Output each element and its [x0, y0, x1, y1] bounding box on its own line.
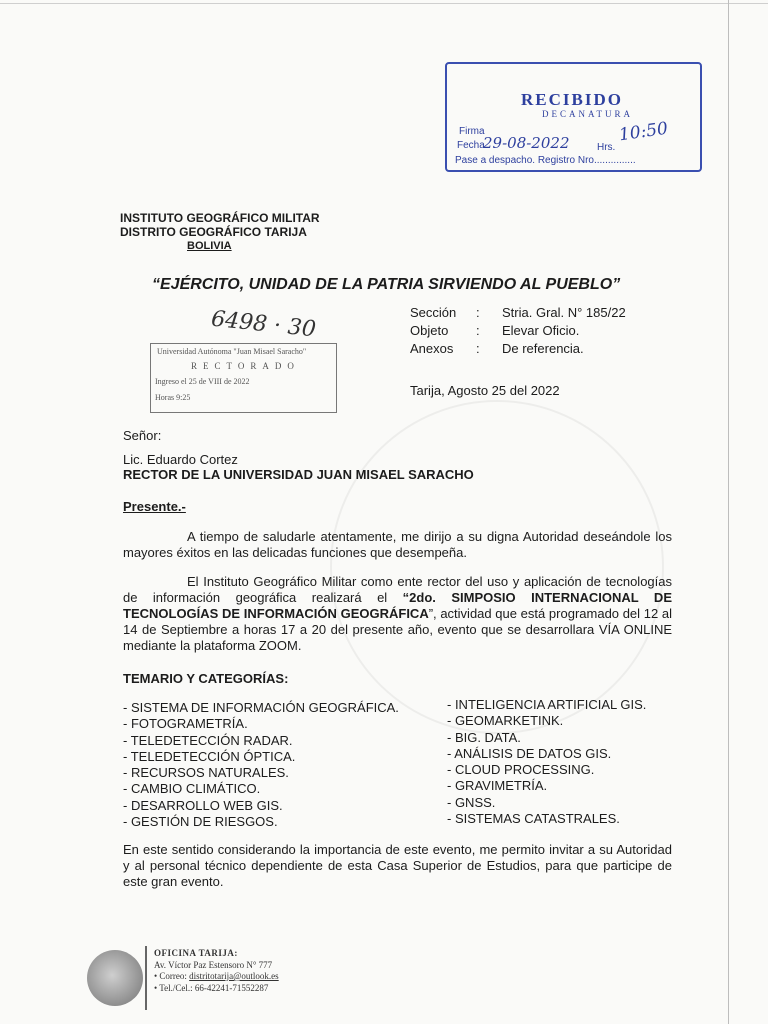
- list-item: - DESARROLLO WEB GIS.: [123, 797, 283, 813]
- received-stamp-hour: 10:50: [617, 118, 670, 146]
- list-item: - CAMBIO CLIMÁTICO.: [123, 781, 261, 797]
- received-stamp-pase: Pase a despacho. Registro Nro...............: [455, 155, 636, 166]
- footer-email[interactable]: distritotarija@outlook.es: [189, 971, 279, 981]
- topics-left-list: [123, 700, 399, 830]
- list-item: - BIG. DATA.: [447, 729, 521, 745]
- event-name: “2do. SIMPOSIO INTERNACIONAL DE TECNOLOGÍAS DE INFORMACIÓN GEOGRÁFICA: [123, 590, 672, 621]
- university-stamp-rectorado: RECTORADO: [191, 361, 300, 371]
- institution-seal: [87, 950, 143, 1006]
- list-item: - SISTEMAS CATASTRALES.: [447, 811, 620, 827]
- list-item: - TELEDETECCIÓN ÓPTICA.: [123, 748, 296, 764]
- received-stamp-subtitle: DECANATURA: [542, 109, 634, 119]
- list-item: - FOTOGRAMETRÍA.: [123, 716, 248, 732]
- watermark-seal: [330, 400, 664, 734]
- reference-block: [410, 304, 626, 358]
- country-name: BOLIVIA: [187, 240, 232, 252]
- list-item: - GEOMARKETINK.: [447, 713, 564, 729]
- list-item: - RECURSOS NATURALES.: [123, 765, 289, 781]
- footer-phone: • Tel./Cel.: 66-42241-71552287: [154, 982, 269, 993]
- university-stamp: [150, 343, 337, 413]
- motto: “EJÉRCITO, UNIDAD DE LA PATRIA SIRVIENDO AL PUEBLO”: [152, 276, 621, 293]
- list-item: - ANÁLISIS DE DATOS GIS.: [447, 745, 612, 761]
- footer-office: OFICINA TARIJA:: [154, 948, 238, 958]
- received-stamp-title: RECIBIDO: [521, 90, 623, 109]
- recipient-name: Lic. Eduardo Cortez: [123, 452, 238, 467]
- footer-divider: [145, 946, 147, 1010]
- university-stamp-horas: Horas 9:25: [155, 393, 191, 402]
- meta-row-seccion: Sección : Stria. Gral. N° 185/22: [410, 305, 626, 320]
- meta-row-anexos: Anexos : De referencia.: [410, 341, 584, 356]
- institution-name: INSTITUTO GEOGRÁFICO MILITAR: [120, 211, 320, 225]
- paragraph-invitation: En este sentido considerando la importancia de este evento, me permito invitar a su Autoridad y al personal técnico dependiente de esta Casa Superior de Estudios, para que participe de este gran evento.: [123, 842, 672, 889]
- university-stamp-name: Universidad Autónoma "Juan Misael Saracho": [157, 347, 307, 356]
- list-item: - SISTEMA DE INFORMACIÓN GEOGRÁFICA.: [123, 700, 399, 715]
- institution-header: [120, 211, 320, 253]
- list-item: - CLOUD PROCESSING.: [447, 762, 595, 778]
- list-item: - TELEDETECCIÓN RADAR.: [123, 732, 293, 748]
- handwritten-number: 6498 · 30: [209, 306, 317, 343]
- list-item: - GRAVIMETRÍA.: [447, 778, 548, 794]
- received-stamp-date: 29-08-2022: [483, 134, 570, 152]
- footer-address: Av. Víctor Paz Estensoro N° 777: [154, 959, 273, 970]
- footer-contact: [154, 948, 279, 994]
- paragraph-greeting: A tiempo de saludarle atentamente, me dirijo a su digna Autoridad deseándole los mayores éxitos en las delicadas funciones que desempeña.: [123, 529, 672, 560]
- fold-line: [0, 3, 768, 4]
- topics-right-list: [447, 697, 646, 827]
- letter-date: Tarija, Agosto 25 del 2022: [410, 383, 560, 398]
- received-stamp-firma: Firma: [459, 126, 485, 137]
- district-name: DISTRITO GEOGRÁFICO TARIJA: [120, 225, 307, 239]
- received-stamp: [445, 62, 702, 172]
- salutation: Señor:: [123, 428, 162, 443]
- page-edge: [728, 0, 729, 1024]
- received-stamp-hrs-label: Hrs.: [597, 142, 616, 153]
- university-stamp-ingreso: Ingreso el 25 de VIII de 2022: [155, 377, 250, 386]
- presente: Presente.-: [123, 499, 186, 514]
- list-item: - INTELIGENCIA ARTIFICIAL GIS.: [447, 697, 647, 712]
- meta-row-objeto: Objeto : Elevar Oficio.: [410, 323, 580, 338]
- list-item: - GNSS.: [447, 794, 496, 810]
- footer-email-line: • Correo: distritotarija@outlook.es: [154, 971, 279, 981]
- received-stamp-fecha-label: Fecha: [457, 140, 485, 151]
- list-item: - GESTIÓN DE RIESGOS.: [123, 814, 278, 830]
- recipient-title: RECTOR DE LA UNIVERSIDAD JUAN MISAEL SARACHO: [123, 467, 474, 482]
- topics-title: TEMARIO Y CATEGORÍAS:: [123, 671, 289, 686]
- paragraph-event: El Instituto Geográfico Militar como ente rector del uso y aplicación de tecnologías de información geográfica realizará el “2do. SIMPOSIO INTERNACIONAL DE TECNOLOGÍAS DE INFORMACIÓN GEOGRÁFICA”, actividad que está programado del 12 al 14 de Septiembre a horas 17 a 20 del presente año, evento que se desarrollara VÍA ONLINE mediante la plataforma ZOOM.: [123, 574, 672, 653]
